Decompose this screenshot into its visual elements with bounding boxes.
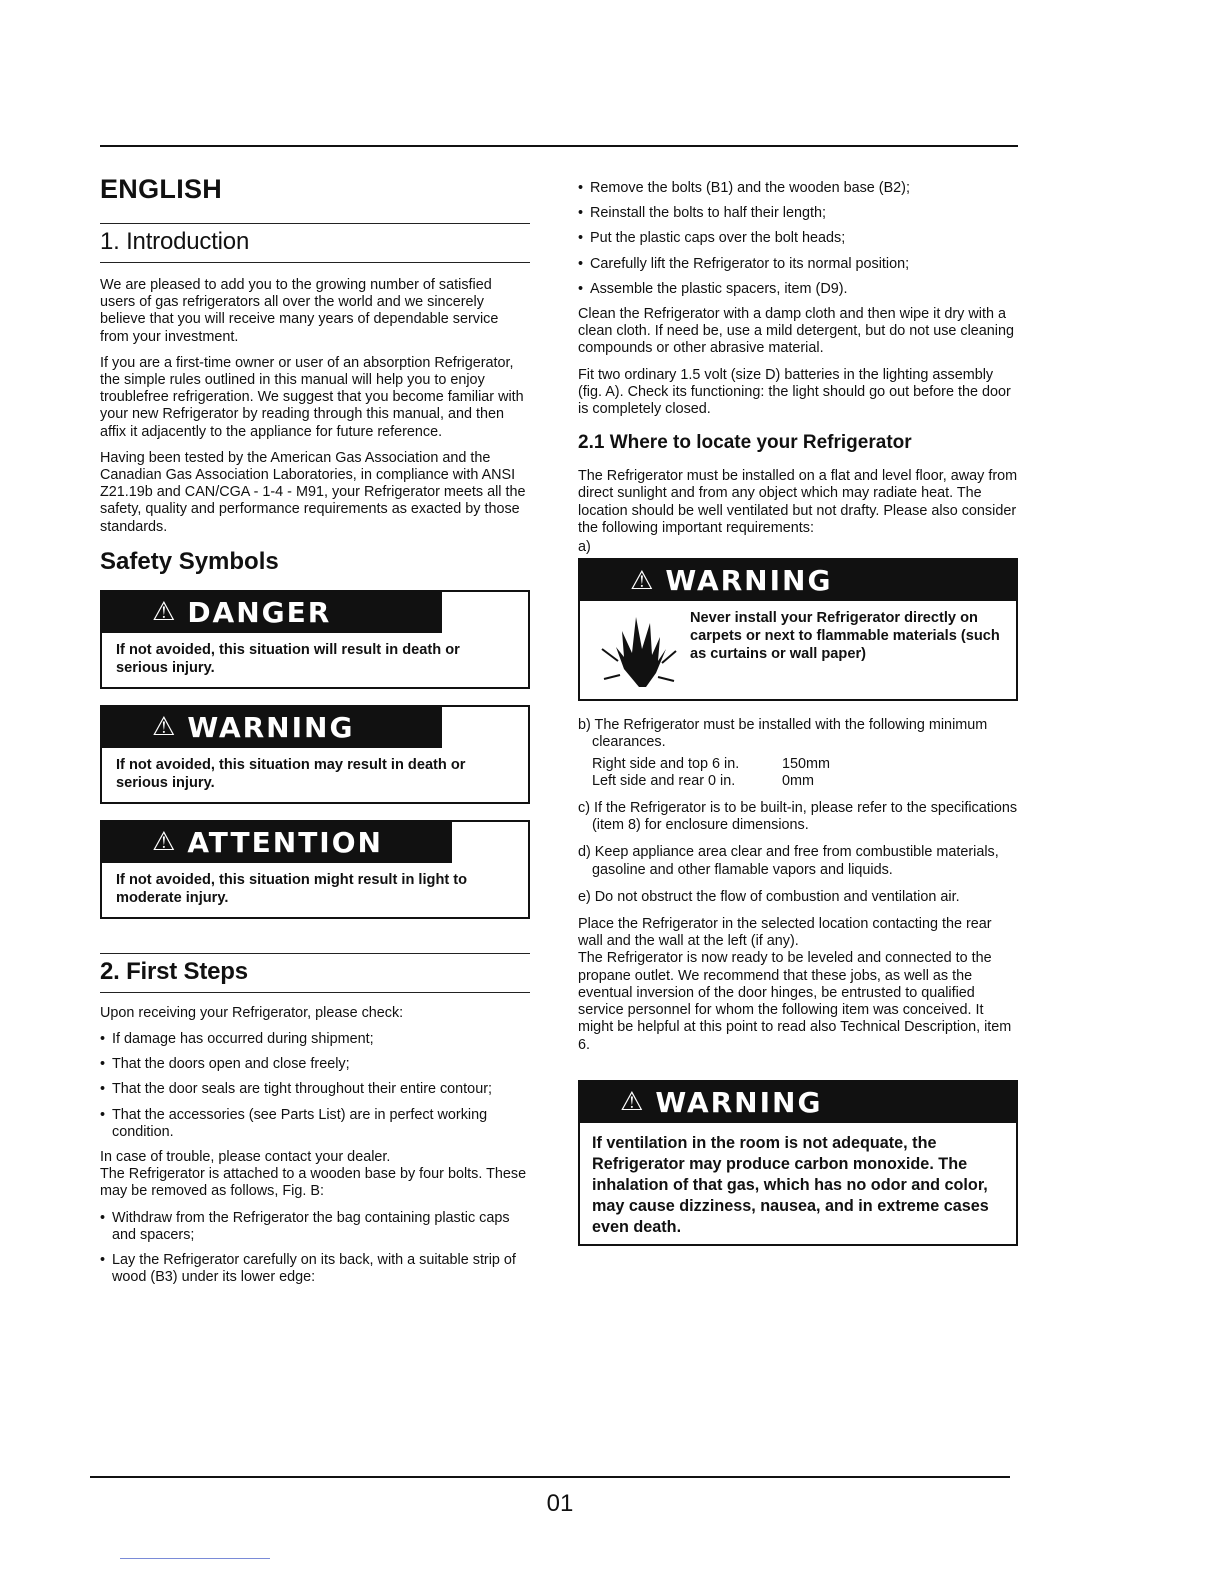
fire-hazard-icon [594,609,684,689]
check-intro: Upon receiving your Refrigerator, please check: [100,1004,404,1021]
attention-text: If not avoided, this situation might result in light to moderate injury. [116,871,468,906]
warning-label: WARNING [655,1085,823,1119]
danger-label: DANGER [187,595,332,629]
warning-header [580,1082,1016,1123]
item-a: a) [578,539,591,556]
carpet-warning-notice [578,558,1018,701]
place-text: Place the Refrigerator in the selected location contacting the rear wall and the wall at the left (if any). [578,916,992,950]
list-item: • Reinstall the bolts to half their length; [578,205,1018,222]
clearance-table [592,756,1018,790]
ventilation-warning-text: If ventilation in the room is not adequate, the Refrigerator may produce carbon monoxide. The inhalation of that gas, which has no odor and color, may cause dizziness, nausea, and in extreme cases even death. [592,1133,989,1236]
footer-rule [90,1476,1010,1478]
danger-header [102,592,442,633]
attention-header [102,822,452,863]
warning-label: WARNING [665,564,833,598]
header-rule [100,145,1018,147]
section-rule [100,953,530,954]
language-heading: ENGLISH [100,174,223,204]
warning-triangle-icon: ⚠ [620,1087,646,1118]
list-item: • Assemble the plastic spacers, item (D9). [578,281,1018,298]
list-item: • That the accessories (see Parts List) are in perfect working condition. [100,1107,530,1141]
warning-triangle-icon: ⚠ [630,565,656,596]
trouble-text: In case of trouble, please contact your dealer. [100,1149,391,1166]
clearance-value: 0mm [782,772,814,789]
warning-triangle-icon: ⚠ [152,597,178,628]
clearance-value: 150mm [782,755,830,772]
carpet-warning-text: Never install your Refrigerator directly on carpets or next to flammable materials (such as curtains or wall paper) [690,610,1000,663]
warning-notice [100,705,530,804]
list-item: • That the door seals are tight throughout their entire contour; [100,1081,530,1098]
warning-text: If not avoided, this situation may result in death or serious injury. [116,756,466,791]
warning-label: WARNING [187,710,355,744]
intro-paragraph: Having been tested by the American Gas Association and the Canadian Gas Association Laboratories, in compliance with ANSI Z21.19b and CAN/CGA - 1-4 - M91, your Refrigerator meets all the safety, quality and performance requirements as exacted by those standards. [100,449,526,535]
right-column [578,180,1018,1262]
list-item [578,717,1018,751]
danger-text: If not avoided, this situation will result in death or serious injury. [116,641,460,676]
list-item: • Put the plastic caps over the bolt heads; [578,230,1018,247]
warning-triangle-icon: ⚠ [152,712,178,743]
carpet-warning-body [580,601,1016,699]
list-item: c) If the Refrigerator is to be built-in, please refer to the specifications (item 8) for enclosure dimensions. [578,800,1018,834]
list-item: • Remove the bolts (B1) and the wooden base (B2); [578,180,1018,197]
list-item: • Withdraw from the Refrigerator the bag containing plastic caps and spacers; [100,1210,530,1244]
section-rule [100,992,530,993]
item-b: b) The Refrigerator must be installed with the following minimum clearances. [578,717,988,751]
locate-intro: The Refrigerator must be installed on a flat and level floor, away from direct sunlight and from any object which may radiate heat. The location should be well ventilated but not drafty. Please also consider the following important requirements: [578,468,1018,536]
clearance-label: Left side and rear 0 in. [592,772,736,789]
locate-heading: 2.1 Where to locate your Refrigerator [578,432,912,454]
table-row [592,773,1018,790]
intro-paragraph: We are pleased to add you to the growing number of satisfied users of gas refrigerators all over the world and we sincerely believe that you will receive many years of dependable service from your investment. [100,277,499,345]
check-list [100,1031,530,1141]
ventilation-warning-notice [578,1080,1018,1246]
attention-label: ATTENTION [187,825,383,859]
base-text: The Refrigerator is attached to a wooden base by four bolts. These may be removed as follows, Fig. B: [100,1166,527,1200]
list-item: d) Keep appliance area clear and free from combustible materials, gasoline and other flamable vapors and liquids. [578,844,999,878]
intro-heading: 1. Introduction [100,228,250,255]
section-rule [100,262,530,263]
section-rule [100,223,530,224]
warning-triangle-icon: ⚠ [152,827,178,858]
list-item: e) Do not obstruct the flow of combustion and ventilation air. [578,888,960,905]
clearance-label: Right side and top 6 in. [592,755,740,772]
page-number: 01 [546,1490,574,1517]
safety-symbols-heading: Safety Symbols [100,547,279,575]
divider [120,1558,270,1559]
first-steps-heading: 2. First Steps [100,957,248,985]
left-column [100,168,530,1294]
list-item: • Carefully lift the Refrigerator to its normal position; [578,256,1018,273]
attention-notice [100,820,530,919]
ready-text: The Refrigerator is now ready to be leveled and connected to the propane outlet. We recommend that these jobs, as well as the eventual inversion of the door hinges, be entrusted to qualified service personnel for whom the following item was conceived. It might be helpful at this point to read also Technical Description, item 6. [578,950,1012,1053]
removal-list [100,1210,530,1287]
table-row [592,756,1018,773]
removal-list-continued [578,180,1018,298]
list-item: • Lay the Refrigerator carefully on its back, with a suitable strip of wood (B3) under its lower edge: [100,1252,530,1286]
clean-text: Clean the Refrigerator with a damp cloth and then wipe it dry with a clean cloth. If need be, use a mild detergent, but do not use cleaning compounds or other abrasive material. [578,306,1015,357]
danger-notice [100,590,530,689]
requirements-list-continued [578,800,1018,906]
list-item: • That the doors open and close freely; [100,1056,530,1073]
list-item: • If damage has occurred during shipment; [100,1031,530,1048]
battery-text: Fit two ordinary 1.5 volt (size D) batteries in the lighting assembly (fig. A). Check its functioning: the light should go out before the door is completely closed. [578,366,1011,418]
intro-paragraph: If you are a first-time owner or user of an absorption Refrigerator, the simple rules outlined in this manual will help you to enjoy troublefree refrigeration. We suggest that you become familiar with your new Refrigerator by reading through this manual, and then affix it adjacently to the appliance for future reference. [100,354,524,440]
warning-header [580,560,1016,601]
warning-header [102,707,442,748]
requirements-list [578,717,1018,751]
